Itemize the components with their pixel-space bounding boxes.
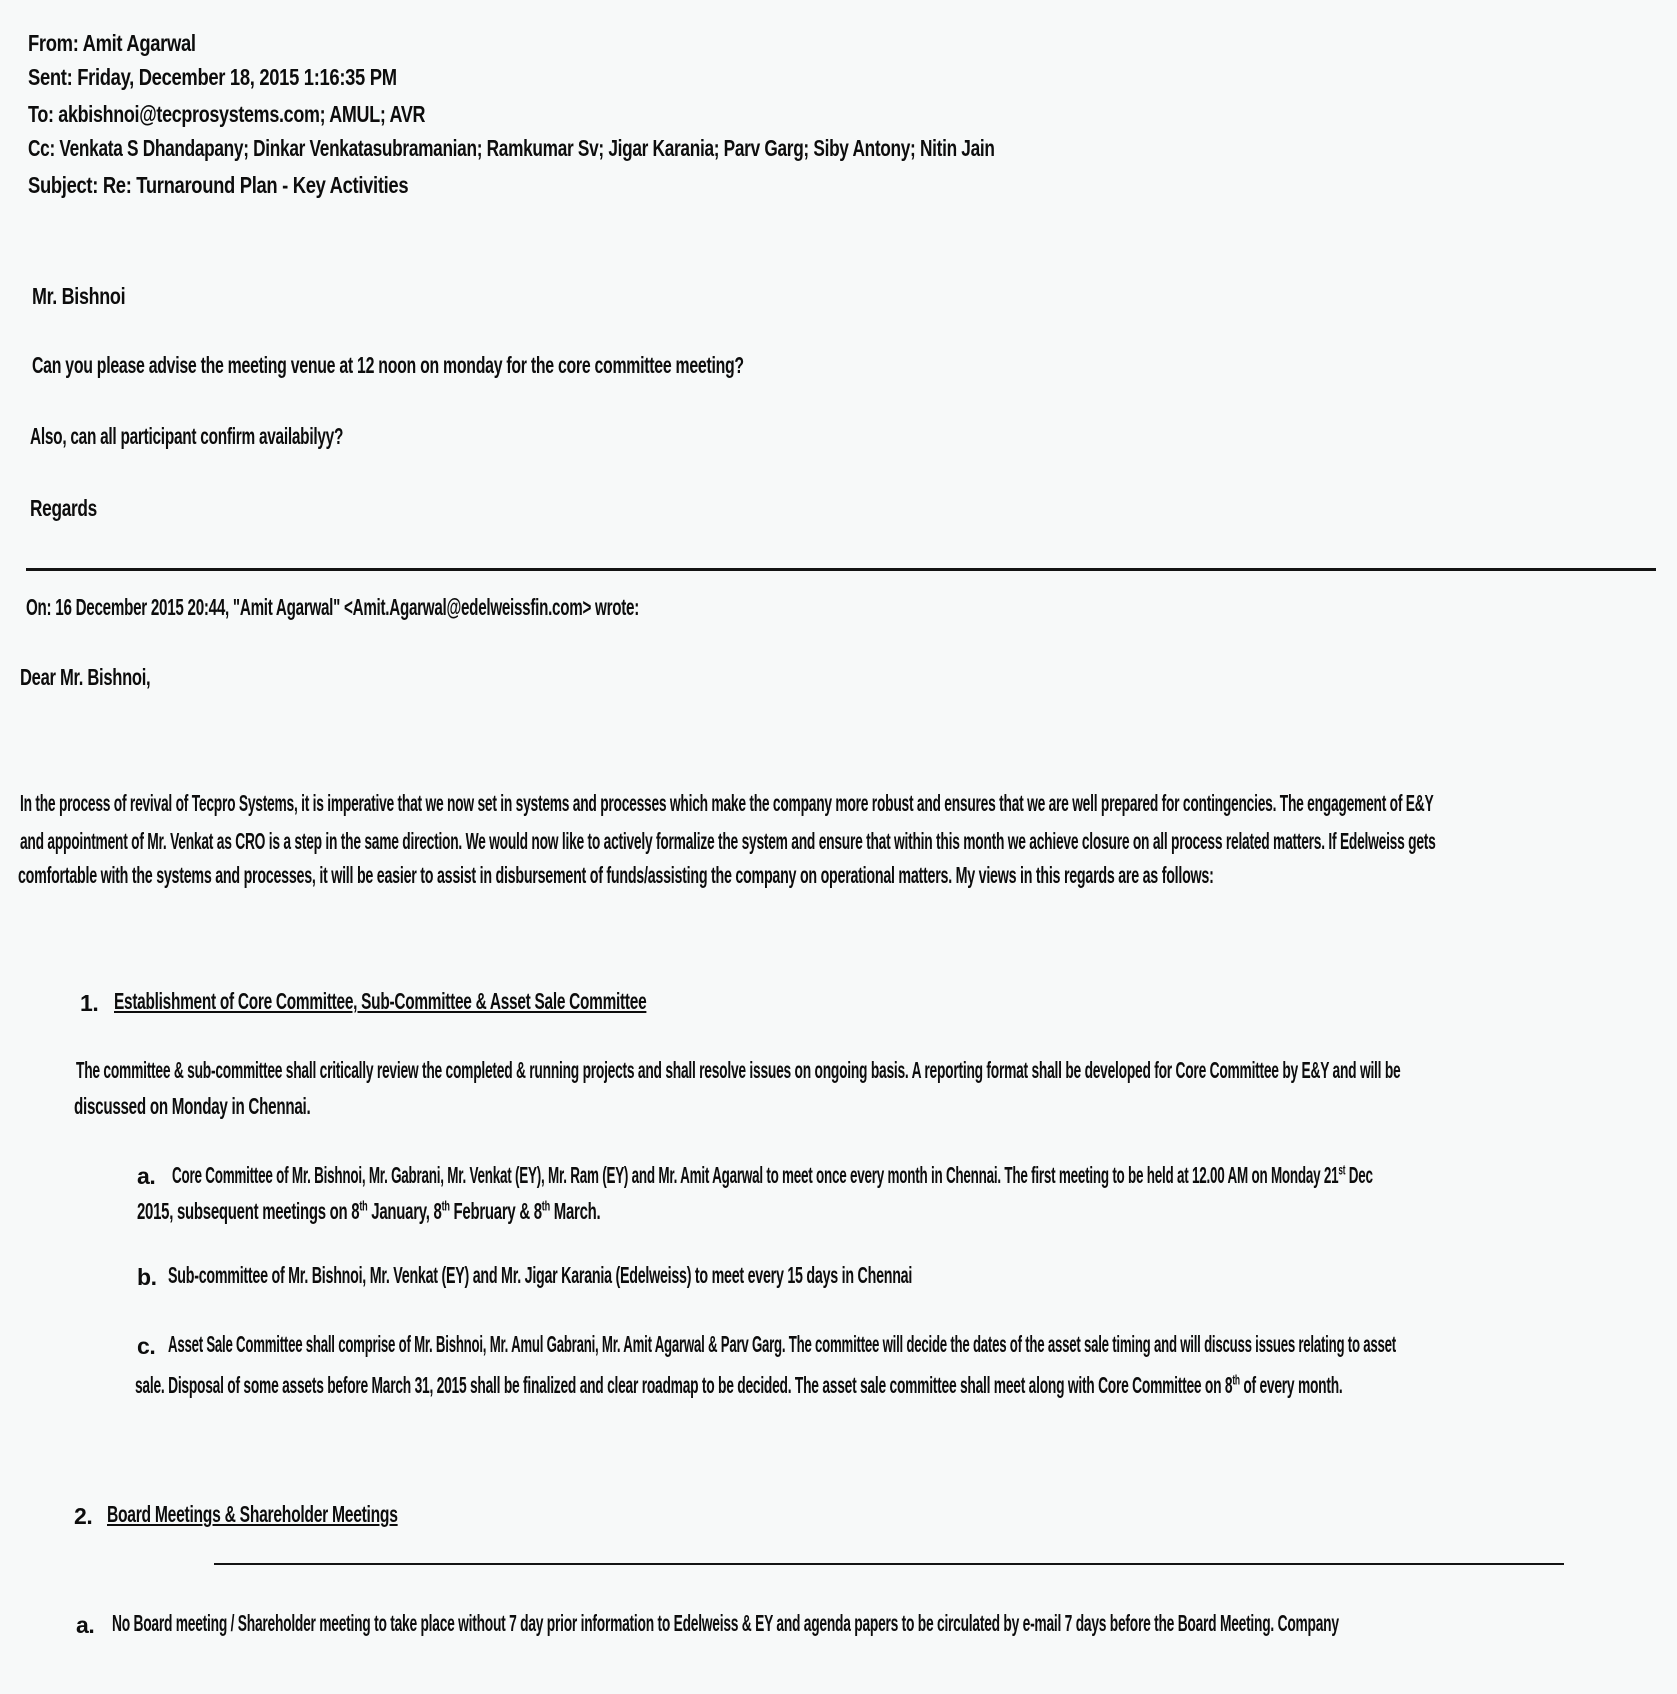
item-1c-marker: c. — [137, 1333, 156, 1359]
section-1-number: 1. — [80, 990, 99, 1016]
separator-rule — [26, 568, 1656, 571]
section-1-body-line-2: discussed on Monday in Chennai. — [74, 1093, 311, 1119]
item-1a-line-1: Core Committee of Mr. Bishnoi, Mr. Gabrani, Mr. Venkat (EY), Mr. Ram (EY) and Mr. Amit Agarwal to meet once every month in Chennai. The first meeting to be held at 12.00 AM on Monday 21st Dec — [172, 1161, 1373, 1188]
intro-line-3: comfortable with the systems and processes, it will be easier to assist in disbursement of funds/assisting the company on operational matters. My views in this regards are as follows: — [18, 862, 1214, 888]
email-from: From: Amit Agarwal — [28, 30, 196, 56]
email-cc: Cc: Venkata S Dhandapany; Dinkar Venkatasubramanian; Ramkumar Sv; Jigar Karania; Parv Garg; Siby Antony; Nitin Jain — [28, 135, 995, 161]
reply-line-1: Can you please advise the meeting venue at 12 noon on monday for the core committee meeting? — [32, 352, 744, 378]
email-sent: Sent: Friday, December 18, 2015 1:16:35 PM — [28, 64, 397, 90]
reply-line-2: Also, can all participant confirm availabilyy? — [30, 423, 344, 449]
reply-closing: Regards — [30, 495, 97, 521]
section-1-title: Establishment of Core Committee, Sub-Committee & Asset Sale Committee — [114, 988, 647, 1014]
item-1a-marker: a. — [137, 1163, 156, 1189]
item-2a-marker: a. — [76, 1612, 95, 1638]
item-1b-marker: b. — [137, 1264, 157, 1290]
intro-line-2: and appointment of Mr. Venkat as CRO is a step in the same direction. We would now like to actively formalize the system and ensure that within this month we achieve closure on all process related matters. If Edelweiss gets — [20, 828, 1436, 854]
email-to: To: akbishnoi@tecprosystems.com; AMUL; AVR — [28, 101, 426, 127]
quoted-attribution: On: 16 December 2015 20:44, "Amit Agarwal" <Amit.Agarwal@edelweissfin.com> wrote: — [26, 594, 639, 620]
section-2-number: 2. — [74, 1503, 93, 1529]
item-1c-line-2: sale. Disposal of some assets before March 31, 2015 shall be finalized and clear roadmap to be decided. The asset sale committee shall meet along with Core Committee on 8th of every month. — [135, 1371, 1343, 1398]
reply-salutation: Mr. Bishnoi — [32, 283, 126, 309]
item-1a-line-2: 2015, subsequent meetings on 8th January, 8th February & 8th March. — [137, 1197, 601, 1224]
email-subject: Subject: Re: Turnaround Plan - Key Activities — [28, 172, 409, 198]
section-2-rule — [214, 1563, 1564, 1565]
item-1c-line-1: Asset Sale Committee shall comprise of Mr. Bishnoi, Mr. Amul Gabrani, Mr. Amit Agarwal & Parv Garg. The committee will decide the dates of the asset sale timing and will discuss issues relating to asset — [168, 1331, 1396, 1357]
section-2-title: Board Meetings & Shareholder Meetings — [107, 1501, 398, 1527]
item-1b-line-1: Sub-committee of Mr. Bishnoi, Mr. Venkat (EY) and Mr. Jigar Karania (Edelweiss) to meet every 15 days in Chennai — [168, 1262, 913, 1288]
item-2a-line-1: No Board meeting / Shareholder meeting to take place without 7 day prior information to Edelweiss & EY and agenda papers to be circulated by e-mail 7 days before the Board Meeting. Company — [112, 1610, 1339, 1636]
intro-line-1: In the process of revival of Tecpro Systems, it is imperative that we now set in systems and processes which make the company more robust and ensures that we are well prepared for contingencies. The engagement of E&Y — [20, 790, 1434, 816]
quoted-greeting: Dear Mr. Bishnoi, — [20, 664, 151, 690]
section-1-body-line-1: The committee & sub-committee shall critically review the completed & running projects and shall resolve issues on ongoing basis. A reporting format shall be developed for Core Committee by E&Y and will be — [76, 1057, 1401, 1083]
